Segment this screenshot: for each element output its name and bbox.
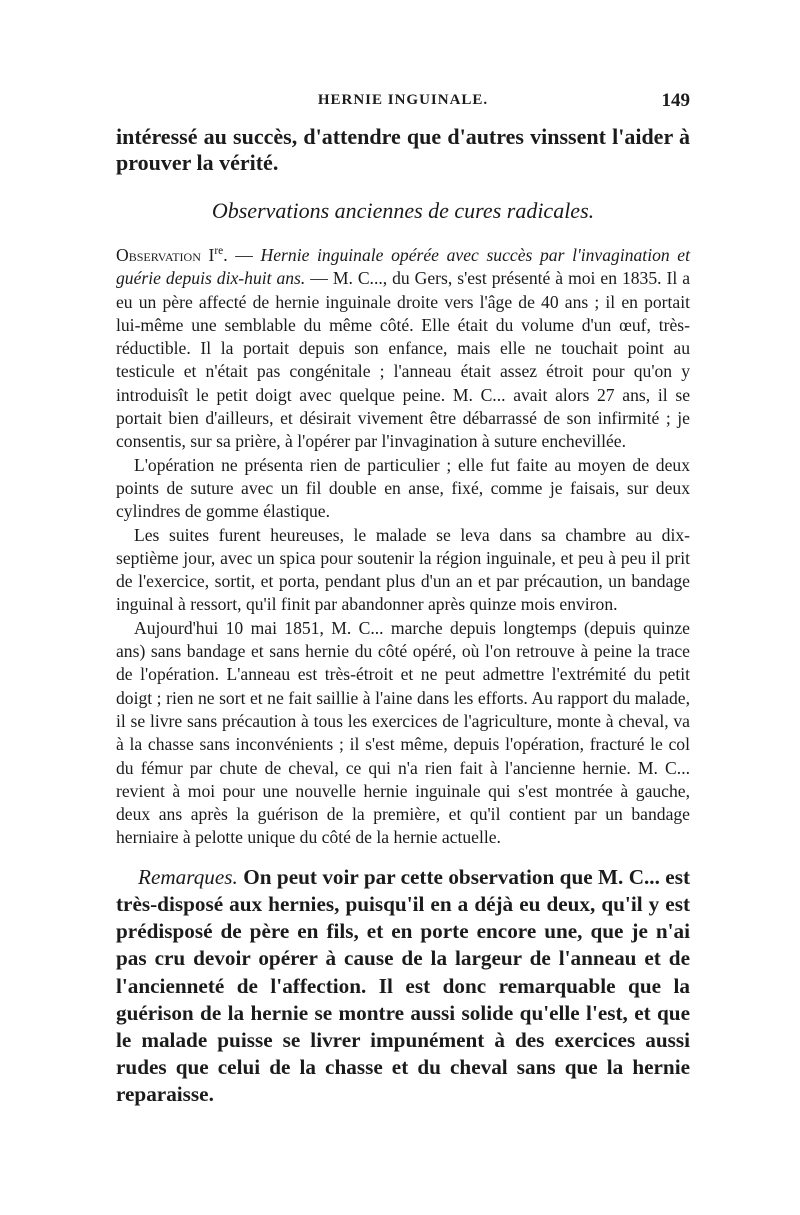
continued-text — [116, 124, 690, 176]
remarks-text: On peut voir par cette observation que M. C... est très-disposé aux hernies, puisqu'il en a déjà eu deux, qu'il y est prédisposé de père en fils, et en porte encore une, que je n'ai pas cru devoir opérer à cause de la largeur de l'anneau et de l'ancienneté de l'affection. Il est donc remarquable que la guérison de la hernie se montre aussi solide qu'elle l'est, et que le malade puisse se livrer impunément à des exercices aussi rudes que celui de la chasse et du cheval sans que la hernie reparaisse. — [116, 864, 691, 1107]
observation-label-sup: re — [214, 245, 224, 258]
section-title: Observations anciennes de cures radicales. — [211, 198, 595, 223]
page-header — [116, 92, 690, 120]
observation-dash: — — [227, 245, 261, 265]
remarks-label: Remarques. — [138, 864, 238, 889]
book-page — [116, 92, 690, 1109]
observation-body — [116, 244, 690, 850]
continued-text-line-1: intéressé au succès, d'attendre que d'autres vinssent l'aider à — [116, 124, 690, 149]
observation-title: Hernie inguinale opérée avec succès par l'invagination et guérie depuis dix-huit ans. — [116, 245, 690, 289]
observation-paragraph-3: Les suites furent heureuses, le malade se leva dans sa chambre au dix-septième jour, avec un spica pour soutenir la région inguinale, et peu à peu il prit de l'exercice, sortit, et porta, pendant plus d'un an et par précaution, un bandage inguinal à ressort, qu'il finit par abandonner après quinze mois environ. — [116, 524, 690, 615]
observation-paragraph-2: L'opération ne présenta rien de particulier ; elle fut faite au moyen de deux points de suture avec un fil double en anse, fixé, comme je faisais, sur deux cylindres de gomme élastique. — [116, 454, 690, 522]
remarks-paragraph — [116, 864, 690, 1109]
continued-text-line-2: prouver la vérité. — [116, 150, 279, 175]
observation-paragraph-1 — [116, 244, 690, 454]
observation-text-1: — M. C..., du Gers, s'est présenté à moi en 1835. Il a eu un père affecté de hernie inguinale droite vers l'âge de 40 ans ; il en portait lui-même une semblable du même côté. Elle était du volume d'un œuf, très-réductible. Il la portait depuis son enfance, mais elle ne touchait point au testicule et n'était pas congénitale ; l'anneau était assez étroit pour qu'on y introduisît le petit doigt avec quelque peine. M. C... avait alors 27 ans, il se portait bien d'ailleurs, et désirait vivement être débarrassé de son infirmité ; je consentis, sur sa prière, à l'opérer par l'invagination à suture enchevillée. — [116, 268, 691, 452]
page-number: 149 — [661, 90, 690, 111]
observation-label: Observation I — [116, 245, 215, 265]
observation-label-end: . — [223, 245, 228, 265]
running-title: HERNIE INGUINALE. — [317, 92, 489, 108]
observation-paragraph-4: Aujourd'hui 10 mai 1851, M. C... marche depuis longtemps (depuis quinze ans) sans bandage et sans hernie du côté opéré, où l'on retrouve à peine la trace de l'opération. L'anneau est très-étroit et ne peut admettre l'extrémité du petit doigt ; rien ne sort et ne fait saillie à l'aine dans les efforts. Au rapport du malade, il se livre sans précaution à tous les exercices de l'agriculture, monte à cheval, va à la chasse sans inconvénients ; il s'est même, depuis l'opération, fracturé le col du fémur par chute de cheval, ce qui n'a rien fait à l'ancienne hernie. M. C... revient à moi pour une nouvelle hernie inguinale qui s'est montrée à gauche, deux ans après la guérison de la première, et qu'il contient par un bandage herniaire à pelotte unique du côté de la hernie actuelle. — [116, 617, 690, 848]
